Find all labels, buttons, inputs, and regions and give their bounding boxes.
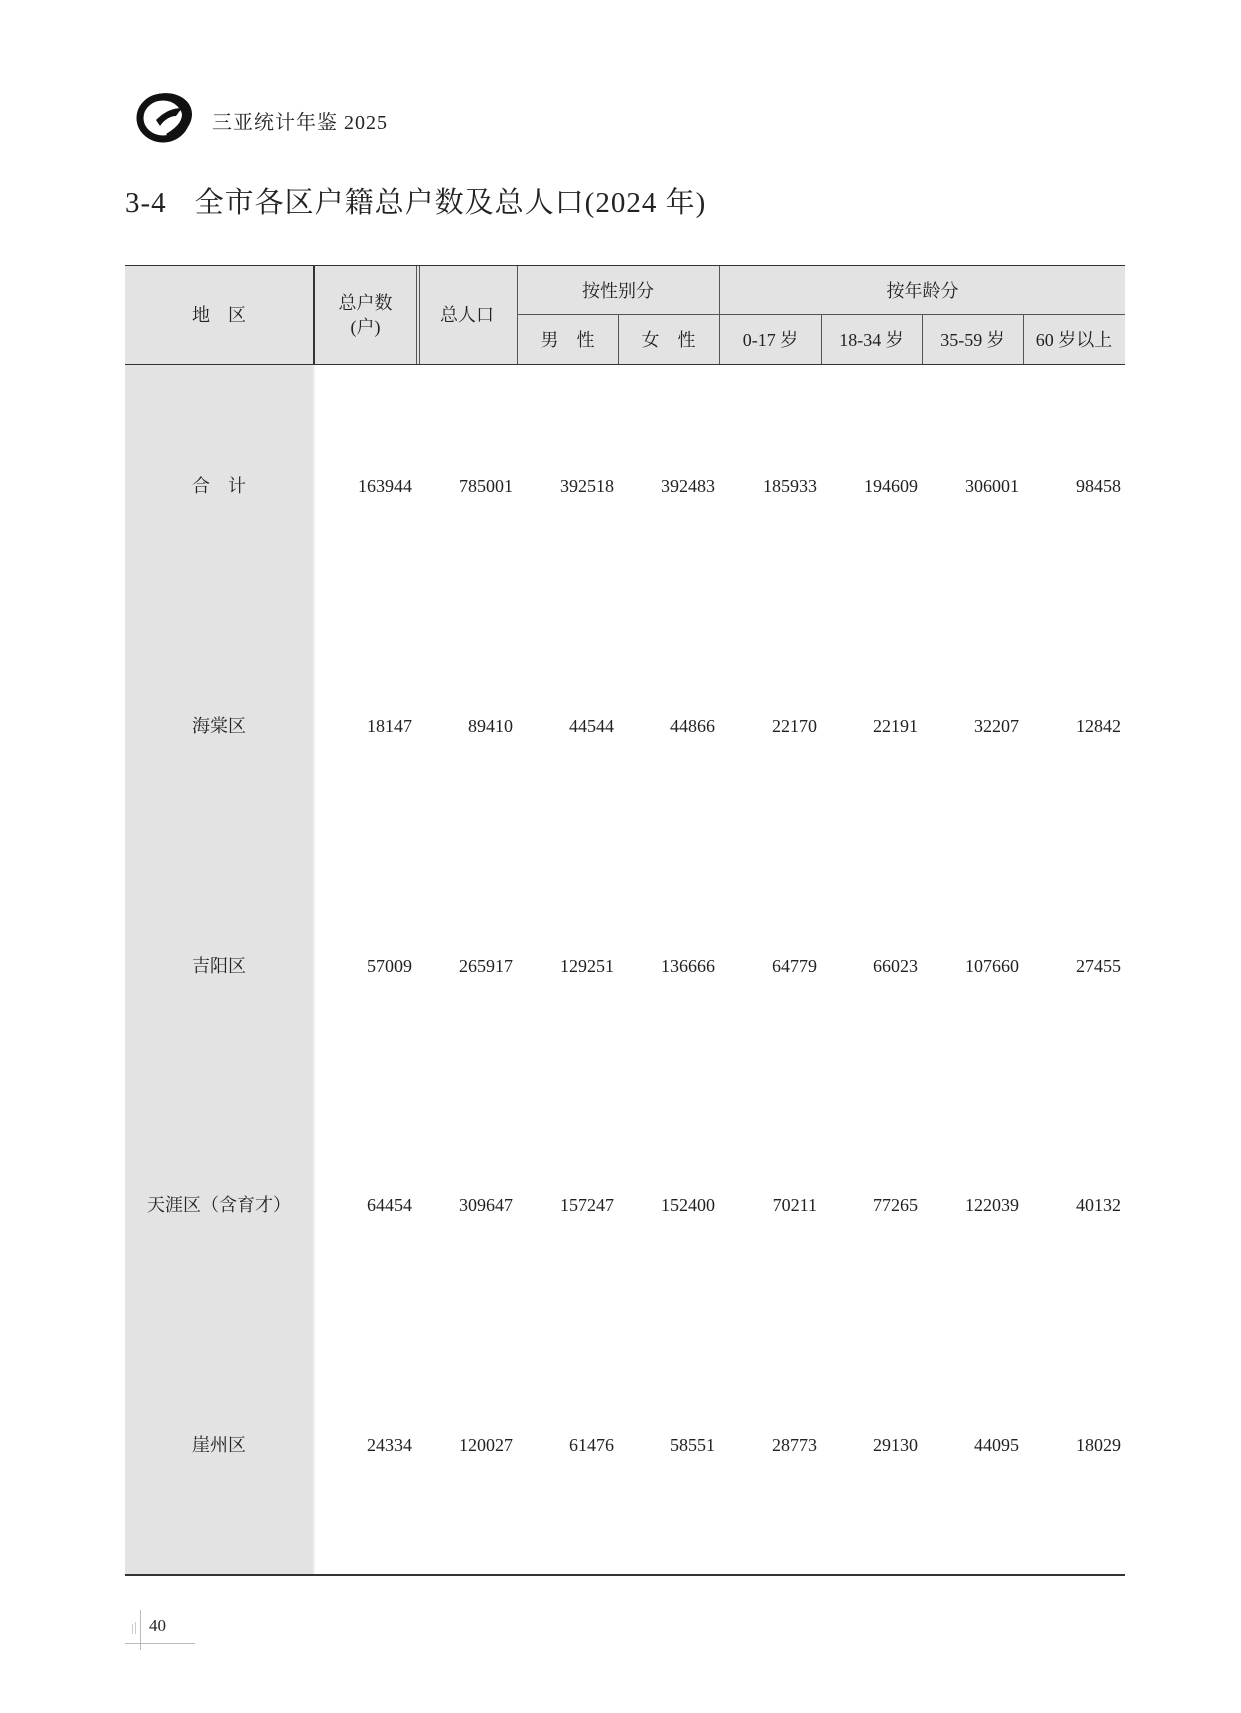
cell-female: 152400 bbox=[661, 1195, 715, 1215]
cell-age-0-17: 22170 bbox=[772, 716, 817, 736]
col-header-population: 总人口 bbox=[440, 305, 494, 325]
cell-female: 136666 bbox=[661, 956, 715, 976]
cell-age-35-59: 306001 bbox=[965, 476, 1019, 496]
header-divider bbox=[719, 266, 720, 364]
cell-male: 61476 bbox=[569, 1435, 614, 1455]
cell-households: 24334 bbox=[367, 1435, 412, 1455]
cell-age-35-59: 122039 bbox=[965, 1195, 1019, 1215]
header-divider bbox=[517, 266, 518, 364]
cell-male: 129251 bbox=[560, 956, 614, 976]
cell-population: 120027 bbox=[459, 1435, 513, 1455]
cell-age-35-59: 107660 bbox=[965, 956, 1019, 976]
col-header-region: 地 区 bbox=[192, 305, 246, 325]
col-header-age-18-34: 18-34 岁 bbox=[839, 329, 904, 350]
cell-male: 44544 bbox=[569, 716, 614, 736]
col-header-by-age: 按年龄分 bbox=[886, 280, 959, 301]
table-caption: 全市各区户籍总户数及总人口(2024 年) bbox=[194, 187, 707, 219]
cell-age-60-plus: 40132 bbox=[1076, 1195, 1121, 1215]
cell-population: 89410 bbox=[468, 716, 513, 736]
table-row bbox=[125, 471, 1125, 501]
cell-population: 265917 bbox=[459, 956, 513, 976]
cell-age-18-34: 77265 bbox=[873, 1195, 918, 1215]
cell-age-0-17: 70211 bbox=[772, 1195, 817, 1215]
cell-age-0-17: 64779 bbox=[772, 956, 817, 976]
cell-age-60-plus: 18029 bbox=[1076, 1435, 1121, 1455]
cell-age-18-34: 66023 bbox=[873, 956, 918, 976]
table-header bbox=[125, 265, 1125, 365]
cell-age-60-plus: 98458 bbox=[1076, 476, 1121, 496]
col-header-male: 男 性 bbox=[540, 329, 595, 350]
col-header-age-0-17: 0-17 岁 bbox=[742, 329, 799, 350]
cell-population: 785001 bbox=[459, 476, 513, 496]
row-region-name: 合 计 bbox=[192, 476, 246, 496]
table-row bbox=[125, 711, 1125, 741]
col-header-by-sex: 按性别分 bbox=[582, 280, 654, 301]
cell-households: 57009 bbox=[367, 956, 412, 976]
row-region-name: 崖州区 bbox=[192, 1435, 246, 1455]
cell-female: 392483 bbox=[661, 476, 715, 496]
col-header-age-35-59: 35-59 岁 bbox=[940, 329, 1005, 350]
cell-female: 44866 bbox=[670, 716, 715, 736]
header-divider bbox=[821, 315, 822, 364]
cell-age-18-34: 22191 bbox=[873, 716, 918, 736]
footer-ornament bbox=[135, 1622, 136, 1634]
cell-age-18-34: 29130 bbox=[873, 1435, 918, 1455]
header-divider bbox=[517, 314, 1125, 315]
table-row bbox=[125, 1190, 1125, 1220]
cell-population: 309647 bbox=[459, 1195, 513, 1215]
footer-ornament bbox=[140, 1610, 141, 1650]
statistics-yearbook-logo bbox=[136, 86, 196, 146]
book-title: 三亚统计年鉴 2025 bbox=[212, 112, 388, 134]
row-region-name: 吉阳区 bbox=[192, 956, 246, 976]
col-header-female: 女 性 bbox=[641, 329, 696, 350]
page-footer bbox=[125, 1610, 195, 1650]
cell-households: 18147 bbox=[367, 716, 412, 736]
header-divider bbox=[419, 266, 420, 364]
cell-households: 64454 bbox=[367, 1195, 412, 1215]
footer-ornament bbox=[125, 1643, 195, 1644]
cell-age-60-plus: 27455 bbox=[1076, 956, 1121, 976]
cell-male: 392518 bbox=[560, 476, 614, 496]
header-divider bbox=[1023, 315, 1024, 364]
table-title bbox=[125, 180, 706, 221]
cell-age-0-17: 28773 bbox=[772, 1435, 817, 1455]
cell-age-35-59: 44095 bbox=[974, 1435, 1019, 1455]
cell-age-18-34: 194609 bbox=[864, 476, 918, 496]
cell-age-35-59: 32207 bbox=[974, 716, 1019, 736]
col-header-households: 总户数 (户) bbox=[338, 293, 393, 337]
page-number: 40 bbox=[149, 1616, 166, 1635]
header-divider bbox=[416, 266, 417, 364]
table-row bbox=[125, 951, 1125, 981]
cell-female: 58551 bbox=[670, 1435, 715, 1455]
cell-age-60-plus: 12842 bbox=[1076, 716, 1121, 736]
cell-age-0-17: 185933 bbox=[763, 476, 817, 496]
col-header-age-60-plus: 60 岁以上 bbox=[1035, 329, 1113, 350]
table-row bbox=[125, 1430, 1125, 1460]
cell-households: 163944 bbox=[358, 476, 412, 496]
footer-ornament bbox=[132, 1624, 133, 1634]
table-number: 3-4 bbox=[125, 187, 167, 219]
header-divider bbox=[313, 266, 315, 364]
header-divider bbox=[618, 315, 619, 364]
table-bottom-rule bbox=[125, 1574, 1125, 1576]
cell-male: 157247 bbox=[560, 1195, 614, 1215]
header-divider bbox=[922, 315, 923, 364]
row-region-name: 海棠区 bbox=[192, 716, 246, 736]
row-region-name: 天涯区（含育才） bbox=[147, 1195, 291, 1215]
